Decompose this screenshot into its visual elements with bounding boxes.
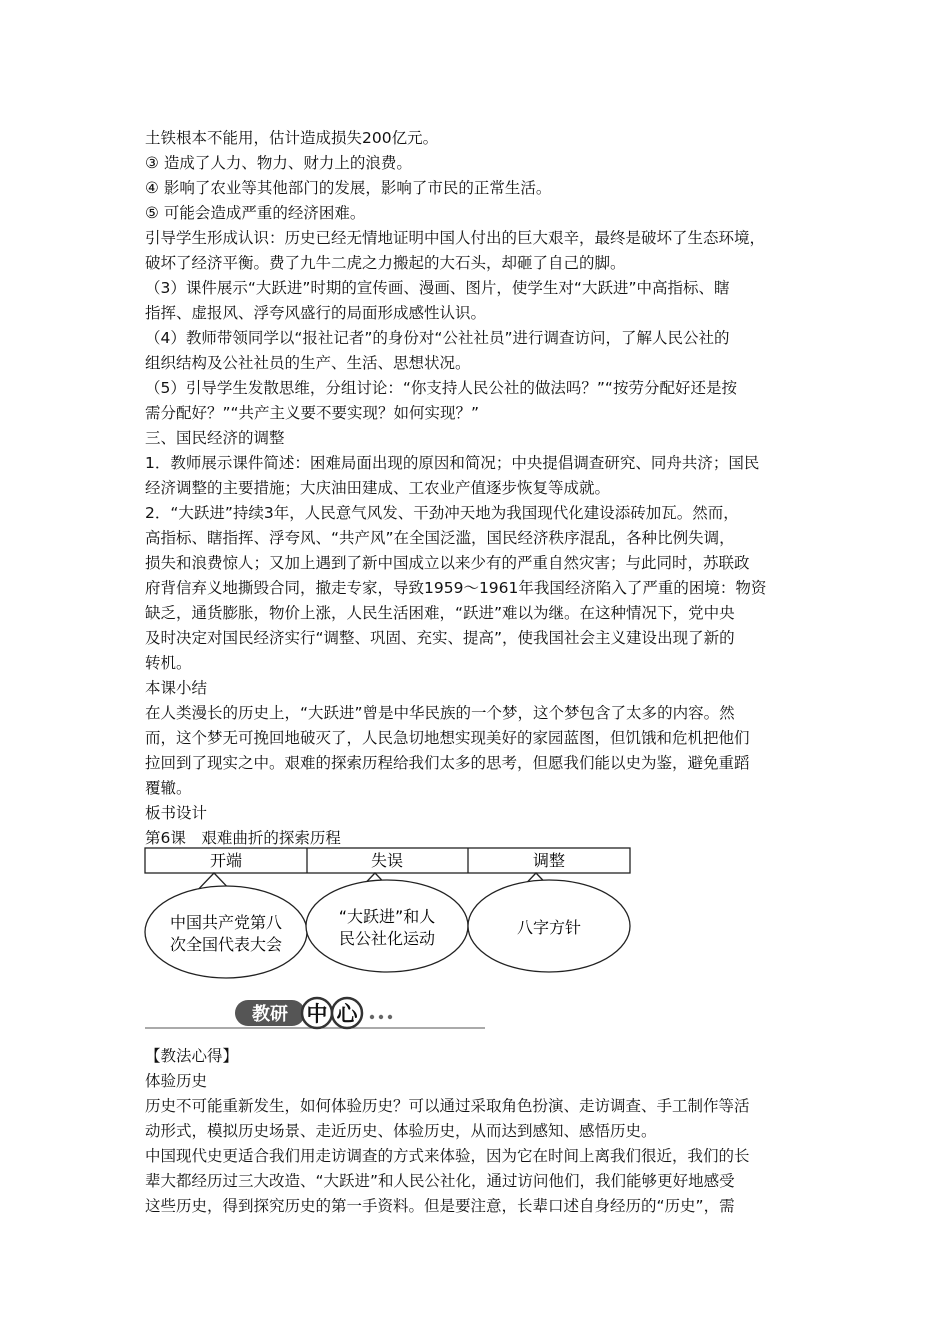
text-line: 土铁根本不能用，估计造成损失200亿元。: [145, 129, 439, 147]
text-line: 在人类漫长的历史上，“大跃进”曾是中华民族的一个梦，这个梦包含了太多的内容。然: [145, 704, 735, 722]
banner-dot: [379, 1015, 383, 1019]
text-line: 1．教师展示课件简述：困难局面出现的原因和简况；中央提倡调查研究、同舟共济；国民: [145, 454, 760, 472]
text-line: 转机。: [145, 654, 192, 672]
text-line: 及时决定对国民经济实行“调整、巩固、充实、提高”，使我国社会主义建设出现了新的: [145, 629, 735, 647]
section-heading: 三、国民经济的调整: [145, 429, 285, 447]
text-line: 而，这个梦无可挽回地破灭了，人民急切地想实现美好的家园蓝图，但饥饿和危机把他们: [145, 729, 750, 747]
text-line: 覆辙。: [145, 779, 192, 797]
ellipse-text: 民公社化运动: [338, 929, 436, 948]
text-line: 缺乏，通货膨胀，物价上涨，人民生活困难，“跃进”难以为继。在这种情况下，党中央: [145, 604, 735, 622]
blackboard-diagram: [140, 846, 640, 992]
text-line: 高指标、瞎指挥、浮夸风、“共产风”在全国泛滥，国民经济秩序混乱，各种比例失调，: [145, 529, 735, 547]
text-line: 损失和浪费惊人；又加上遇到了新中国成立以来少有的严重自然灾害；与此同时，苏联政: [145, 554, 750, 572]
text-line: （4）教师带领同学以“报社记者”的身份对“公社社员”进行调查访问，了解人民公社的: [145, 329, 730, 347]
text-line: 破坏了经济平衡。费了九牛二虎之力搬起的大石头，却砸了自己的脚。: [145, 254, 626, 272]
section-heading: 本课小结: [145, 679, 208, 697]
ellipse-text: “大跃进”和人: [338, 907, 436, 926]
section-heading: 板书设计: [145, 804, 208, 822]
diagram-header-start: 开端: [209, 851, 243, 870]
text-line: （3）课件展示“大跃进”时期的宣传画、漫画、图片，使学生对“大跃进”中高指标、瞎: [145, 279, 730, 297]
diagram-header-mistake: 失误: [370, 851, 404, 870]
text-line: 历史不可能重新发生，如何体验历史？可以通过采取角色扮演、走访调查、手工制作等活: [145, 1097, 750, 1115]
text-line: （5）引导学生发散思维，分组讨论：“你支持人民公社的做法吗？”“按劳分配好还是按: [145, 379, 737, 397]
diagram-header-adjust: 调整: [532, 851, 566, 870]
ellipse-text: 次全国代表大会: [169, 935, 283, 954]
text-line: ⑤ 可能会造成严重的经济困难。: [145, 204, 366, 222]
section-heading: 体验历史: [145, 1072, 208, 1090]
lesson-title: 第6课 艰难曲折的探索历程: [145, 829, 341, 847]
ellipse-text: 中国共产党第八: [169, 913, 283, 932]
section-heading: 【教法心得】: [145, 1047, 239, 1065]
text-line: 组织结构及公社社员的生产、生活、思想状况。: [145, 354, 471, 372]
banner-text-2: 中: [306, 1002, 328, 1026]
banner-dot: [388, 1015, 392, 1019]
text-line: 动形式，模拟历史场景、走近历史、体验历史，从而达到感知、感悟历史。: [145, 1122, 657, 1140]
text-line: 这些历史，得到探究历史的第一手资料。但是要注意，长辈口述自身经历的“历史”，需: [145, 1197, 735, 1215]
banner-dot: [370, 1015, 374, 1019]
diagram-ellipse-mistake: [306, 880, 468, 972]
ellipse-text: 八字方针: [516, 918, 582, 937]
text-line: 2．“大跃进”持续3年，人民意气风发、干劲冲天地为我国现代化建设添砖加瓦。然而，: [145, 504, 739, 522]
text-line: 引导学生形成认识：历史已经无情地证明中国人付出的巨大艰辛，最终是破坏了生态环境，: [145, 229, 766, 247]
section-banner: [145, 996, 485, 1032]
banner-text-3: 心: [336, 1002, 358, 1026]
text-line: 经济调整的主要措施；大庆油田建成、工农业产值逐步恢复等成就。: [145, 479, 611, 497]
text-line: 需分配好？”“共产主义要不要实现？如何实现？”: [145, 404, 480, 422]
diagram-ellipse-start: [145, 886, 307, 978]
text-line: 指挥、虚报风、浮夸风盛行的局面形成感性认识。: [145, 304, 487, 322]
text-line: 中国现代史更适合我们用走访调查的方式来体验，因为它在时间上离我们很近，我们的长: [145, 1147, 750, 1165]
text-line: 府背信弃义地撕毁合同，撤走专家，导致1959～1961年我国经济陷入了严重的困境：物资: [145, 579, 767, 597]
text-line: ③ 造成了人力、物力、财力上的浪费。: [145, 154, 412, 172]
text-line: 拉回到了现实之中。艰难的探索历程给我们太多的思考，但愿我们能以史为鉴，避免重蹈: [145, 754, 750, 772]
banner-text-1: 教研: [252, 1004, 288, 1025]
text-line: 辈大都经历过三大改造、“大跃进”和人民公社化，通过访问他们，我们能够更好地感受: [145, 1172, 735, 1190]
text-line: ④ 影响了农业等其他部门的发展，影响了市民的正常生活。: [145, 179, 552, 197]
